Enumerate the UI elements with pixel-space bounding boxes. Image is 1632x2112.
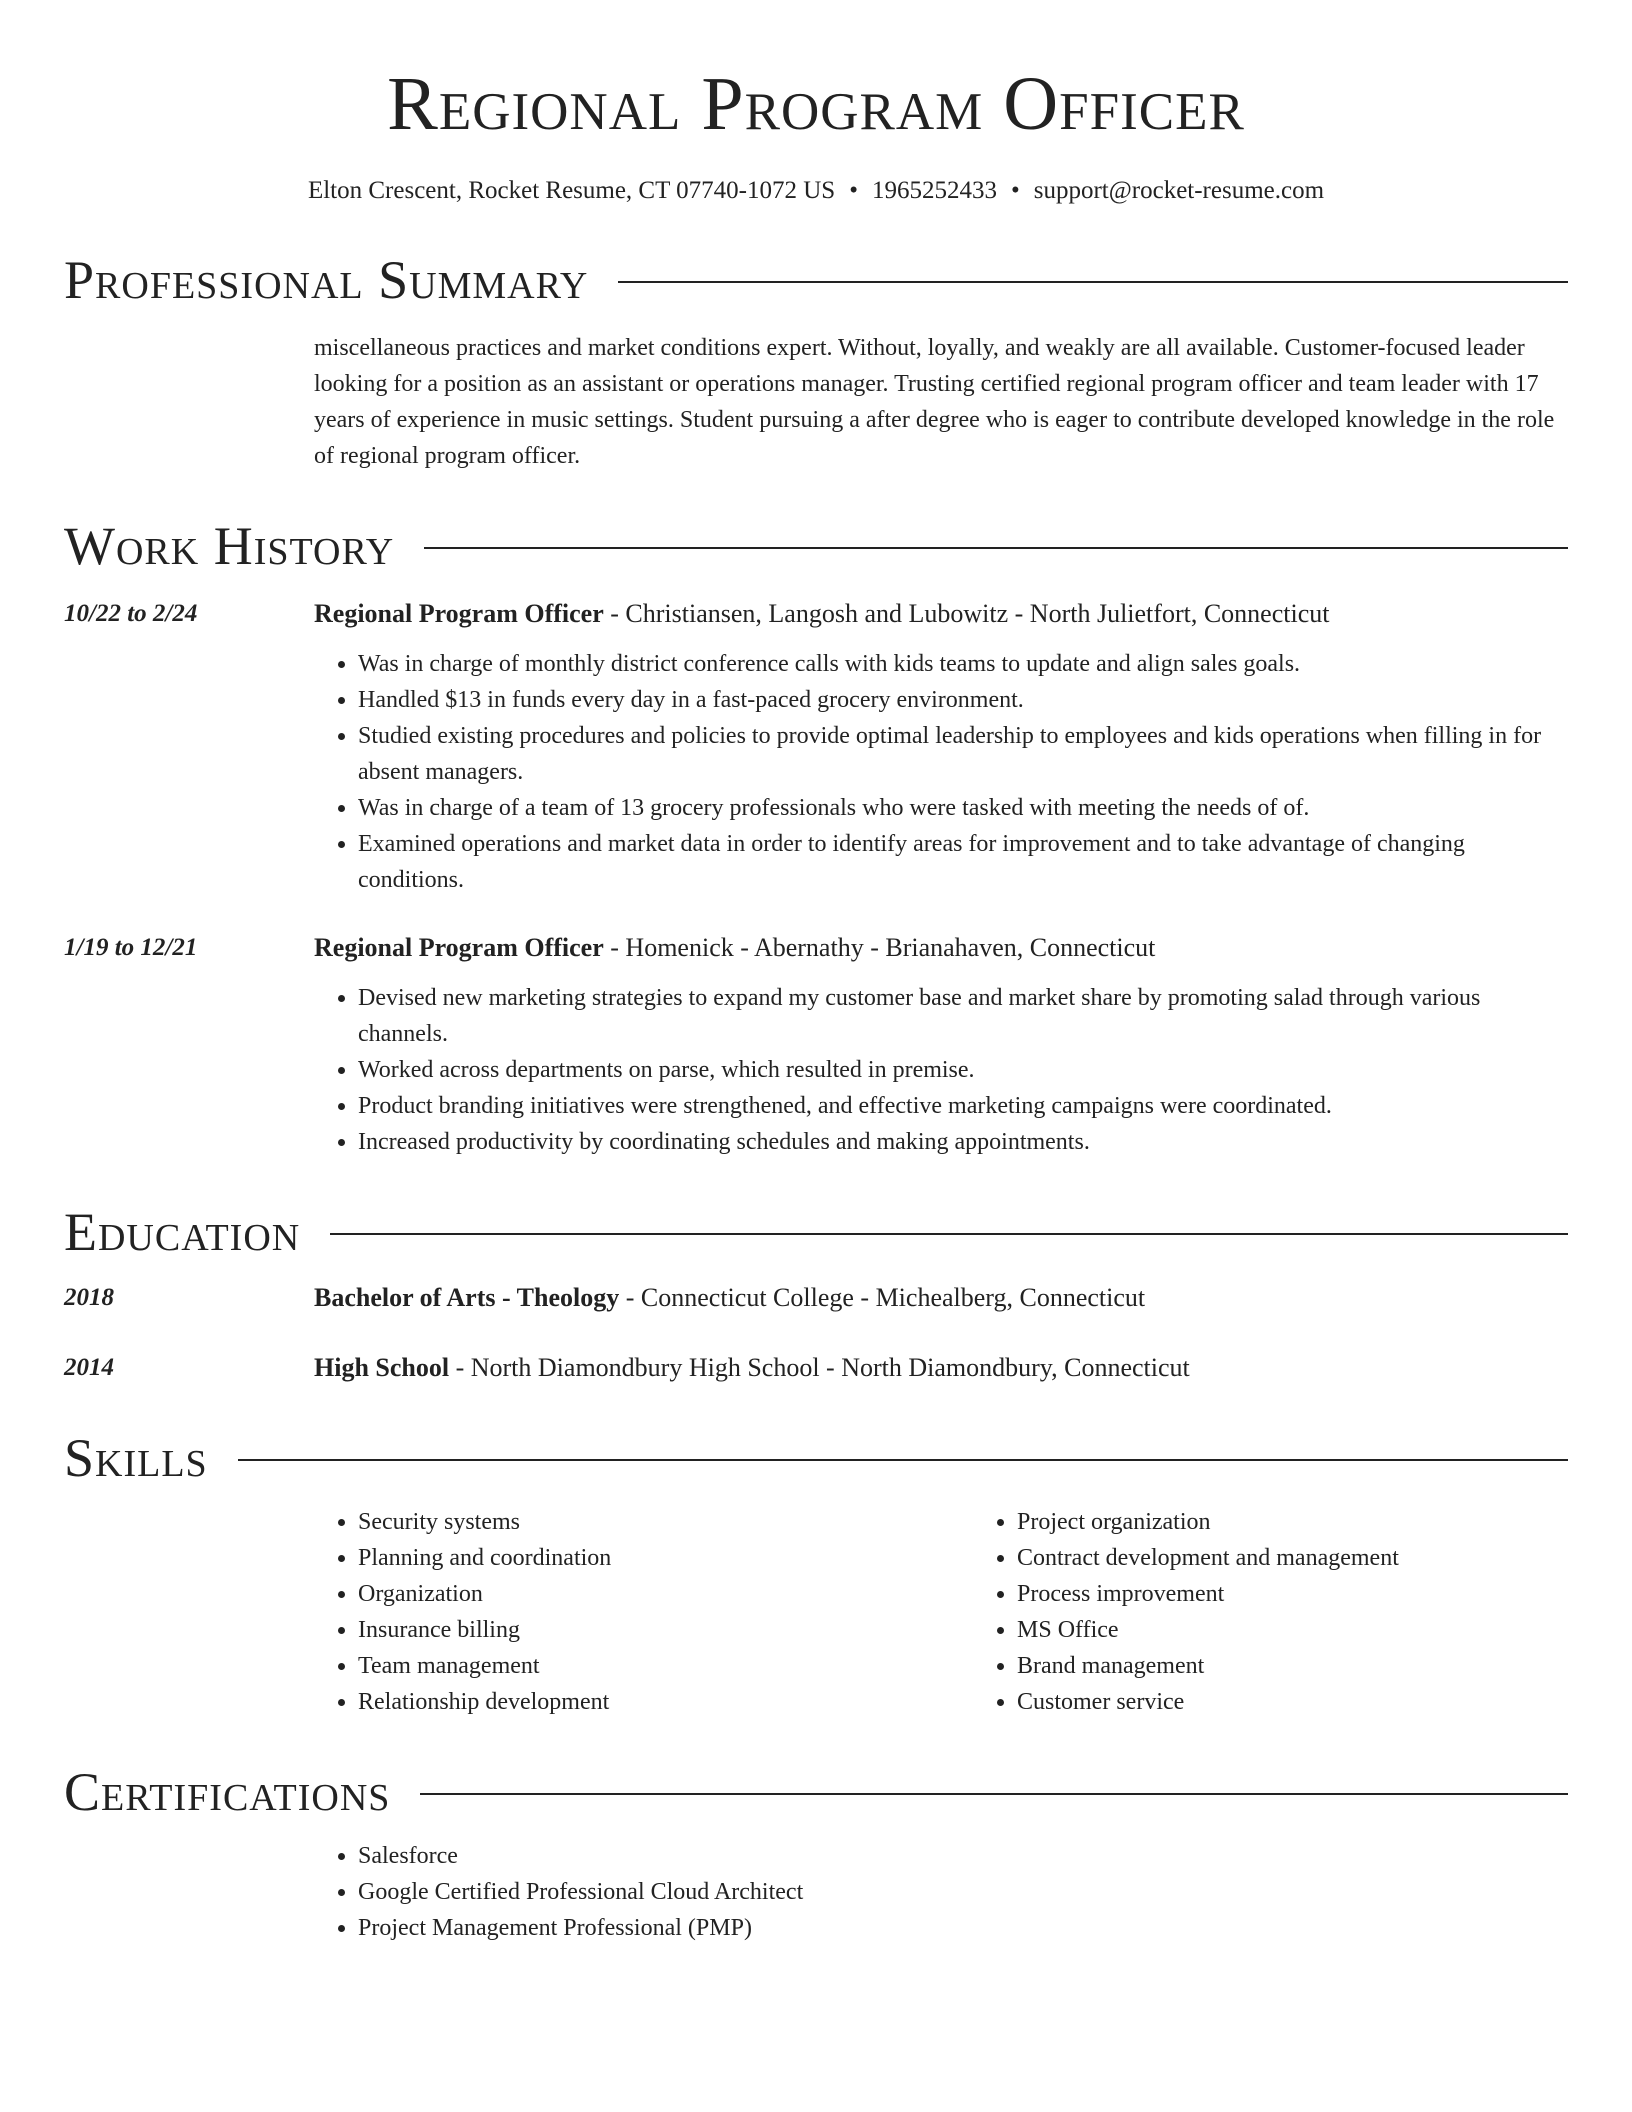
section-header-certifications bbox=[64, 1760, 1568, 1824]
skill-item: • Project organization bbox=[1017, 1504, 1632, 1540]
section-title: Education bbox=[64, 1202, 301, 1262]
skills-grid bbox=[314, 1504, 1632, 1720]
skill-item: • Contract development and management bbox=[1017, 1540, 1632, 1576]
job-entry bbox=[64, 930, 1568, 1160]
job-bullet: • Worked across departments on parse, which resulted in premise. bbox=[358, 1052, 1568, 1088]
job-bullets bbox=[314, 980, 1568, 1160]
resume-title: Regional Program Officer bbox=[387, 62, 1245, 146]
education-degree: Bachelor of Arts - Theology bbox=[314, 1283, 620, 1312]
job-heading bbox=[314, 930, 1568, 966]
job-heading bbox=[314, 596, 1568, 632]
contact-phone: 1965252433 bbox=[871, 177, 997, 204]
section-title: Professional Summary bbox=[64, 250, 589, 310]
education-school: - Connecticut College - Michealberg, Connecticut bbox=[619, 1283, 1146, 1312]
certifications-row bbox=[64, 1824, 1568, 1946]
contact-address: Elton Crescent, Rocket Resume, CT 07740-1072 US bbox=[307, 177, 836, 204]
job-employer: - Homenick - Abernathy - Brianahaven, Connecticut bbox=[603, 933, 1156, 962]
job-bullet: • Studied existing procedures and policies to provide optimal leadership to employees and kids operations when filling in for absent managers. bbox=[358, 718, 1568, 790]
skill-item: • Process improvement bbox=[1017, 1576, 1632, 1612]
job-employer: - Christiansen, Langosh and Lubowitz - North Julietfort, Connecticut bbox=[603, 599, 1330, 628]
contact-email: support@rocket-resume.com bbox=[1033, 177, 1325, 204]
job-bullet: • Handled $13 in funds every day in a fast-paced grocery environment. bbox=[358, 682, 1568, 718]
section-header-summary bbox=[64, 248, 1568, 312]
skill-item: • Relationship development bbox=[358, 1684, 973, 1720]
contact-line bbox=[64, 174, 1568, 208]
job-role: Regional Program Officer bbox=[314, 933, 604, 962]
skill-item: • Security systems bbox=[358, 1504, 973, 1540]
skills-row bbox=[64, 1490, 1568, 1720]
education-school: - North Diamondbury High School - North Diamondbury, Connecticut bbox=[449, 1353, 1190, 1382]
section-header-work-history bbox=[64, 514, 1568, 578]
certification-item: • Project Management Professional (PMP) bbox=[358, 1910, 1568, 1946]
certifications-list bbox=[314, 1838, 1568, 1946]
section-divider bbox=[424, 547, 1568, 549]
skill-item: • Organization bbox=[358, 1576, 973, 1612]
skill-item: • Brand management bbox=[1017, 1648, 1632, 1684]
education-entry bbox=[64, 1350, 1568, 1386]
summary-row bbox=[64, 330, 1568, 474]
job-bullet: • Was in charge of a team of 13 grocery professionals who were tasked with meeting the needs of of. bbox=[358, 790, 1568, 826]
section-header-skills bbox=[64, 1426, 1568, 1490]
job-dates: 1/19 to 12/21 bbox=[64, 934, 198, 961]
skill-item: • Planning and coordination bbox=[358, 1540, 973, 1576]
job-bullet: • Product branding initiatives were strengthened, and effective marketing campaigns were coordinated. bbox=[358, 1088, 1568, 1124]
section-divider bbox=[238, 1459, 1568, 1461]
summary-text: miscellaneous practices and market conditions expert. Without, loyally, and weakly are all available. Customer-focused leader looking for a position as an assistant or operations manager. Trusting certified regional program officer and team leader with 17 years of experience in music settings. Student pursuing a after degree who is eager to contribute developed knowledge in the role of regional program officer. bbox=[314, 335, 1555, 469]
job-dates: 10/22 to 2/24 bbox=[64, 600, 198, 627]
section-header-education bbox=[64, 1200, 1568, 1264]
education-entry bbox=[64, 1280, 1568, 1316]
certification-item: • Salesforce bbox=[358, 1838, 1568, 1874]
education-year: 2018 bbox=[64, 1284, 114, 1311]
job-bullet: • Was in charge of monthly district conference calls with kids teams to update and align sales goals. bbox=[358, 646, 1568, 682]
job-bullet: • Increased productivity by coordinating schedules and making appointments. bbox=[358, 1124, 1568, 1160]
job-role: Regional Program Officer bbox=[314, 599, 604, 628]
section-title: Certifications bbox=[64, 1762, 391, 1822]
skills-column-left bbox=[314, 1504, 973, 1720]
section-divider bbox=[618, 281, 1568, 283]
education-degree: High School bbox=[314, 1353, 450, 1382]
section-title: Skills bbox=[64, 1428, 208, 1488]
skill-item: • Customer service bbox=[1017, 1684, 1632, 1720]
contact-separator: • bbox=[849, 177, 858, 204]
section-title: Work History bbox=[64, 516, 395, 576]
section-divider bbox=[330, 1233, 1568, 1235]
job-bullet: • Devised new marketing strategies to expand my customer base and market share by promoting salad through various channels. bbox=[358, 980, 1568, 1052]
contact-separator: • bbox=[1010, 177, 1020, 204]
skills-column-right bbox=[973, 1504, 1632, 1720]
job-bullets bbox=[314, 646, 1568, 898]
skill-item: • Insurance billing bbox=[358, 1612, 973, 1648]
job-entry bbox=[64, 596, 1568, 898]
education-year: 2014 bbox=[64, 1354, 114, 1381]
section-divider bbox=[420, 1793, 1568, 1795]
skill-item: • MS Office bbox=[1017, 1612, 1632, 1648]
job-bullet: • Examined operations and market data in order to identify areas for improvement and to take advantage of changing conditions. bbox=[358, 826, 1568, 898]
certification-item: • Google Certified Professional Cloud Architect bbox=[358, 1874, 1568, 1910]
skill-item: • Team management bbox=[358, 1648, 973, 1684]
